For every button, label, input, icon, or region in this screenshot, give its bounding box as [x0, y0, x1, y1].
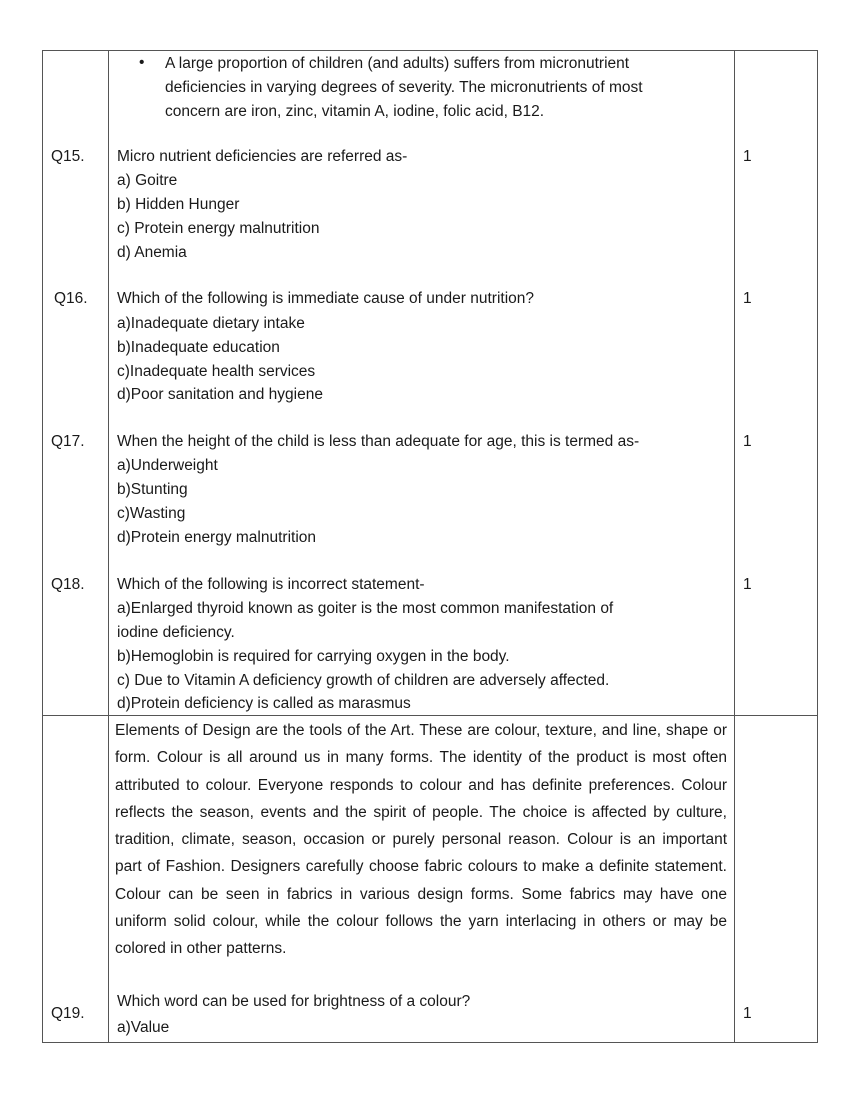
marks-column [735, 51, 818, 716]
option: b)Inadequate education [117, 339, 280, 356]
option: c) Protein energy malnutrition [117, 220, 320, 237]
bullet-text: concern are iron, zinc, vitamin A, iodine, folic acid, B12. [165, 103, 545, 120]
question-table [42, 50, 817, 1043]
option: iodine deficiency. [117, 624, 235, 641]
marks: 1 [743, 290, 752, 307]
option: a)Value [117, 1019, 170, 1036]
question-number: Q17. [51, 433, 85, 450]
option: a)Enlarged thyroid known as goiter is the most common manifestation of [117, 600, 614, 617]
question-number: Q18. [51, 576, 85, 593]
question-text: Micro nutrient deficiencies are referred as- [117, 148, 408, 165]
question-text-column [109, 716, 735, 1043]
option: a)Inadequate dietary intake [117, 315, 305, 332]
option: d)Poor sanitation and hygiene [117, 386, 323, 403]
marks: 1 [743, 433, 752, 450]
marks: 1 [743, 1005, 752, 1022]
bullet-text: A large proportion of children (and adults) suffers from micronutrient [165, 55, 630, 72]
option: c) Due to Vitamin A deficiency growth of children are adversely affected. [117, 672, 610, 689]
option: d)Protein energy malnutrition [117, 529, 317, 546]
question-number: Q15. [51, 148, 85, 165]
question-text-column [109, 51, 735, 716]
question-text: Which of the following is incorrect statement- [117, 576, 425, 593]
marks-column [735, 716, 818, 1043]
passage: Elements of Design are the tools of the Art. These are colour, texture, and line, shape or form. Colour is all around us in many forms. The identity of the product is most often attributed to colour. Everyone responds to colour and has definite preferences. Colour reflects the season, events and the spirit of people. The choice is affected by culture, tradition, climate, season, occasion or purely personal reason. Colour is an important part of Fashion. Designers carefully choose fabric colours to make a definite statement. Colour can be seen in fabrics in various design forms. Some fabrics may have one uniform solid colour, while the colour follows the yarn interlacing in others or may be colored in other patterns. [115, 722, 727, 958]
marks: 1 [743, 148, 752, 165]
table-row [43, 51, 818, 716]
option: c)Inadequate health services [117, 363, 316, 380]
option: d)Protein deficiency is called as marasmus [117, 695, 411, 712]
option: a) Goitre [117, 172, 178, 189]
question-number-column [43, 716, 109, 1043]
option: a)Underweight [117, 457, 218, 474]
option: b)Stunting [117, 481, 188, 498]
table-row [43, 716, 818, 1043]
question-number-column [43, 51, 109, 716]
bullet-icon: • [139, 54, 145, 71]
option: b)Hemoglobin is required for carrying oxygen in the body. [117, 648, 510, 665]
question-text: Which word can be used for brightness of a colour? [117, 993, 471, 1010]
question-number: Q16. [54, 290, 88, 307]
question-text: When the height of the child is less than adequate for age, this is termed as- [117, 433, 640, 450]
option: b) Hidden Hunger [117, 196, 240, 213]
option: d) Anemia [117, 244, 187, 261]
bullet-text: deficiencies in varying degrees of severity. The micronutrients of most [165, 79, 643, 96]
question-text: Which of the following is immediate cause of under nutrition? [117, 290, 534, 307]
marks: 1 [743, 576, 752, 593]
question-number: Q19. [51, 1005, 85, 1022]
option: c)Wasting [117, 505, 186, 522]
